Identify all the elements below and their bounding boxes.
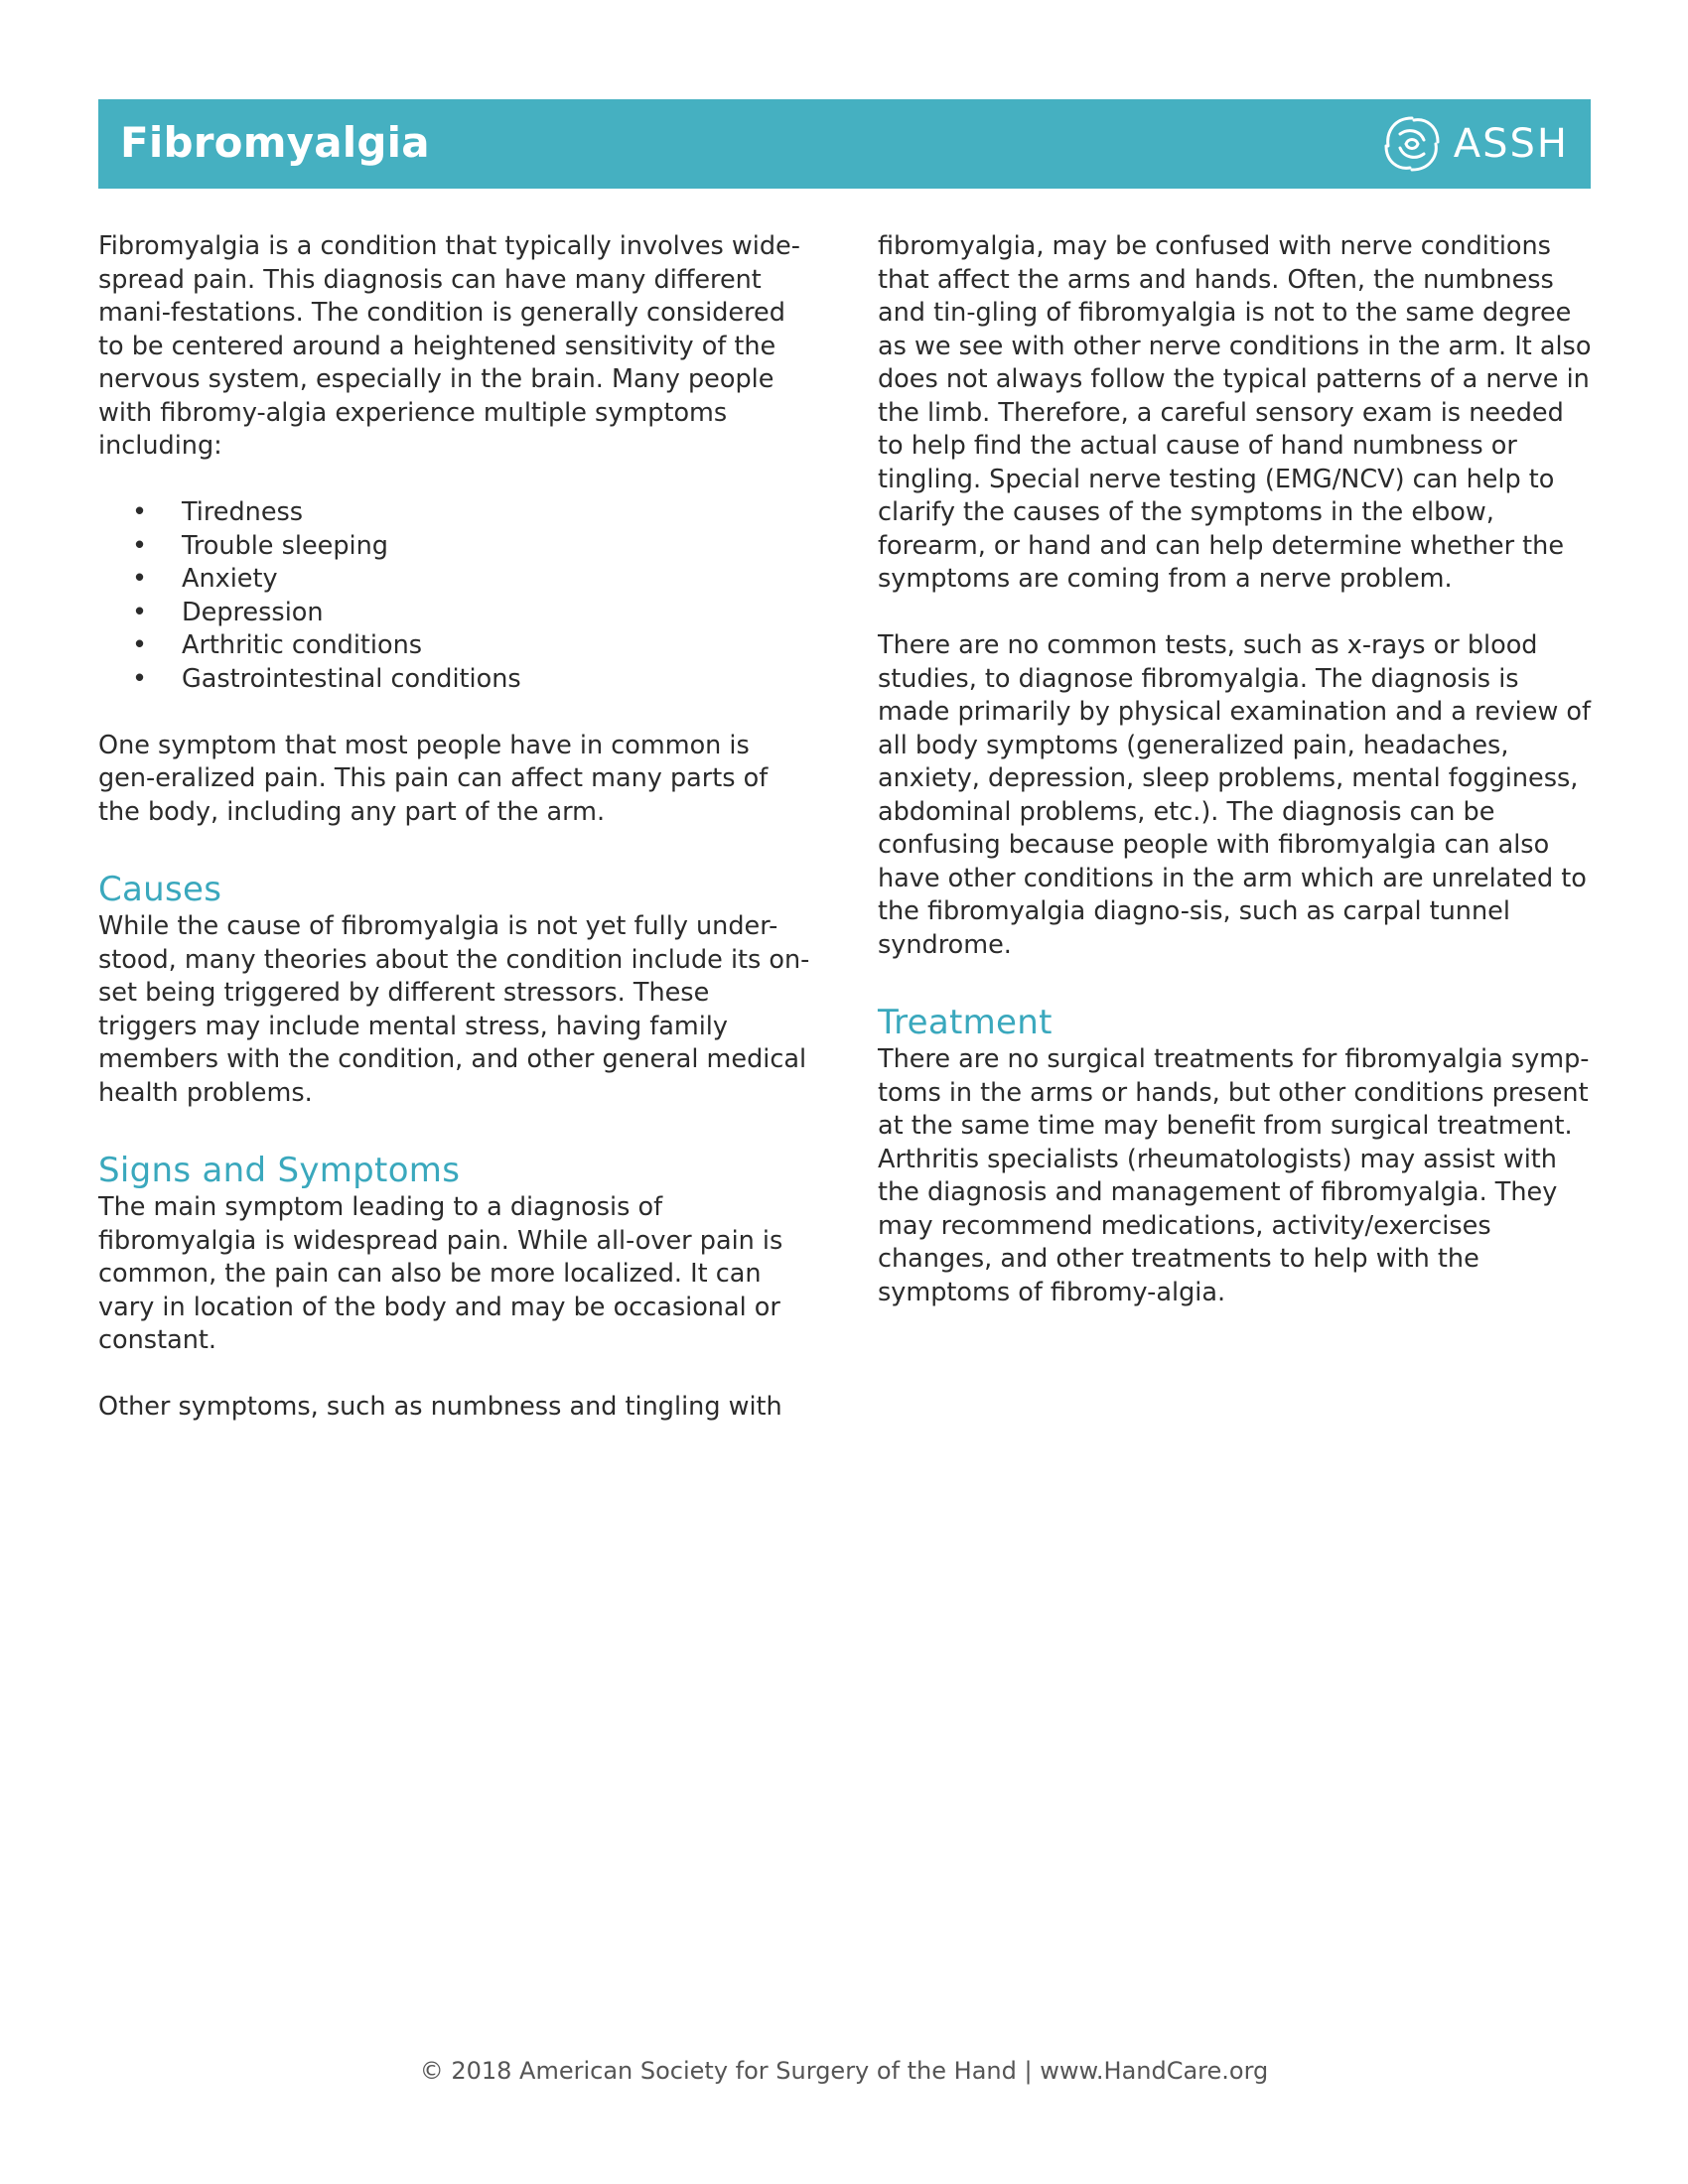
symptom-list — [98, 496, 813, 696]
list-item: • Arthritic conditions — [98, 629, 813, 663]
treatment-section — [878, 1002, 1593, 1309]
other-symptoms-paragraph: Other symptoms, such as numbness and tingling with — [98, 1392, 782, 1422]
list-item: • Depression — [98, 597, 813, 630]
list-item: • Gastrointestinal conditions — [98, 663, 813, 697]
continued-paragraph: fibromyalgia, may be confused with nerve conditions that affect the arms and hands. Often, the numbness and tin-gling of fibromyalgia is not to the same degree as we see with other nerve conditions in the arm. It also does not always follow the typical patterns of a nerve in the limb. Therefore, a careful sensory exam is needed to help find the actual cause of hand numbness or tingling. Special nerve testing (EMG/NCV) can help to clarify the causes of the symptoms in the elbow, forearm, or hand and can help determine whether the symptoms are coming from a nerve problem. — [878, 231, 1592, 594]
left-column — [98, 230, 813, 1425]
list-item: • Trouble sleeping — [98, 530, 813, 564]
assh-swirl-icon — [1380, 112, 1444, 176]
intro-paragraph: Fibromyalgia is a condition that typically involves wide-spread pain. This diagnosis can have many different mani-festations. The condition is generally considered to be centered around a heightened sensitivity of the nervous system, especially in the brain. Many people with fibromy-algia experience multiple symptoms including: — [98, 231, 800, 461]
footer-copyright: © 2018 American Society for Surgery of the Hand | www.HandCare.org — [419, 2057, 1269, 2085]
right-column — [878, 230, 1593, 1309]
signs-paragraph: The main symptom leading to a diagnosis of fibromyalgia is widespread pain. While all-over pain is common, the pain can also be more localized. It can vary in location of the body and may be occasional or constant. — [98, 1192, 783, 1355]
signs-section — [98, 1150, 813, 1425]
common-symptom-paragraph: One symptom that most people have in common is gen-eralized pain. This pain can affect many parts of the body, including any part of the arm. — [98, 730, 769, 827]
diagnosis-paragraph: There are no common tests, such as x-rays or blood studies, to diagnose fibromyalgia. The diagnosis is made primarily by physical examination and a review of all body symptoms (generalized pain, headaches, anxiety, depression, sleep problems, mental fogginess, abdominal problems, etc.). The diagnosis can be confusing because people with fibromyalgia can also have other conditions in the arm which are unrelated to the fibromyalgia diagno-sis, such as carpal tunnel syndrome. — [878, 630, 1591, 960]
logo-text: ASSH — [1453, 121, 1569, 167]
list-item: • Anxiety — [98, 563, 813, 597]
causes-paragraph: While the cause of fibromyalgia is not yet fully under-stood, many theories about the condition include its on-set being triggered by different stressors. These triggers may include mental stress, having family members with the condition, and other general medical health problems. — [98, 911, 810, 1108]
treatment-paragraph: There are no surgical treatments for fibromyalgia symp-toms in the arms or hands, but other conditions present at the same time may benefit from surgical treatment. Arthritis specialists (rheumatologists) may assist with the diagnosis and management of fibromyalgia. They may recommend medications, activity/exercises changes, and other treatments to help with the symptoms of fibromy-algia. — [878, 1044, 1590, 1307]
page-title: Fibromyalgia — [120, 118, 430, 167]
treatment-heading: Treatment — [878, 1003, 1053, 1042]
header-banner — [98, 99, 1591, 189]
list-item: • Tiredness — [98, 496, 813, 530]
causes-heading: Causes — [98, 870, 222, 909]
causes-section — [98, 869, 813, 1110]
assh-logo — [1380, 111, 1569, 177]
signs-heading: Signs and Symptoms — [98, 1151, 461, 1190]
